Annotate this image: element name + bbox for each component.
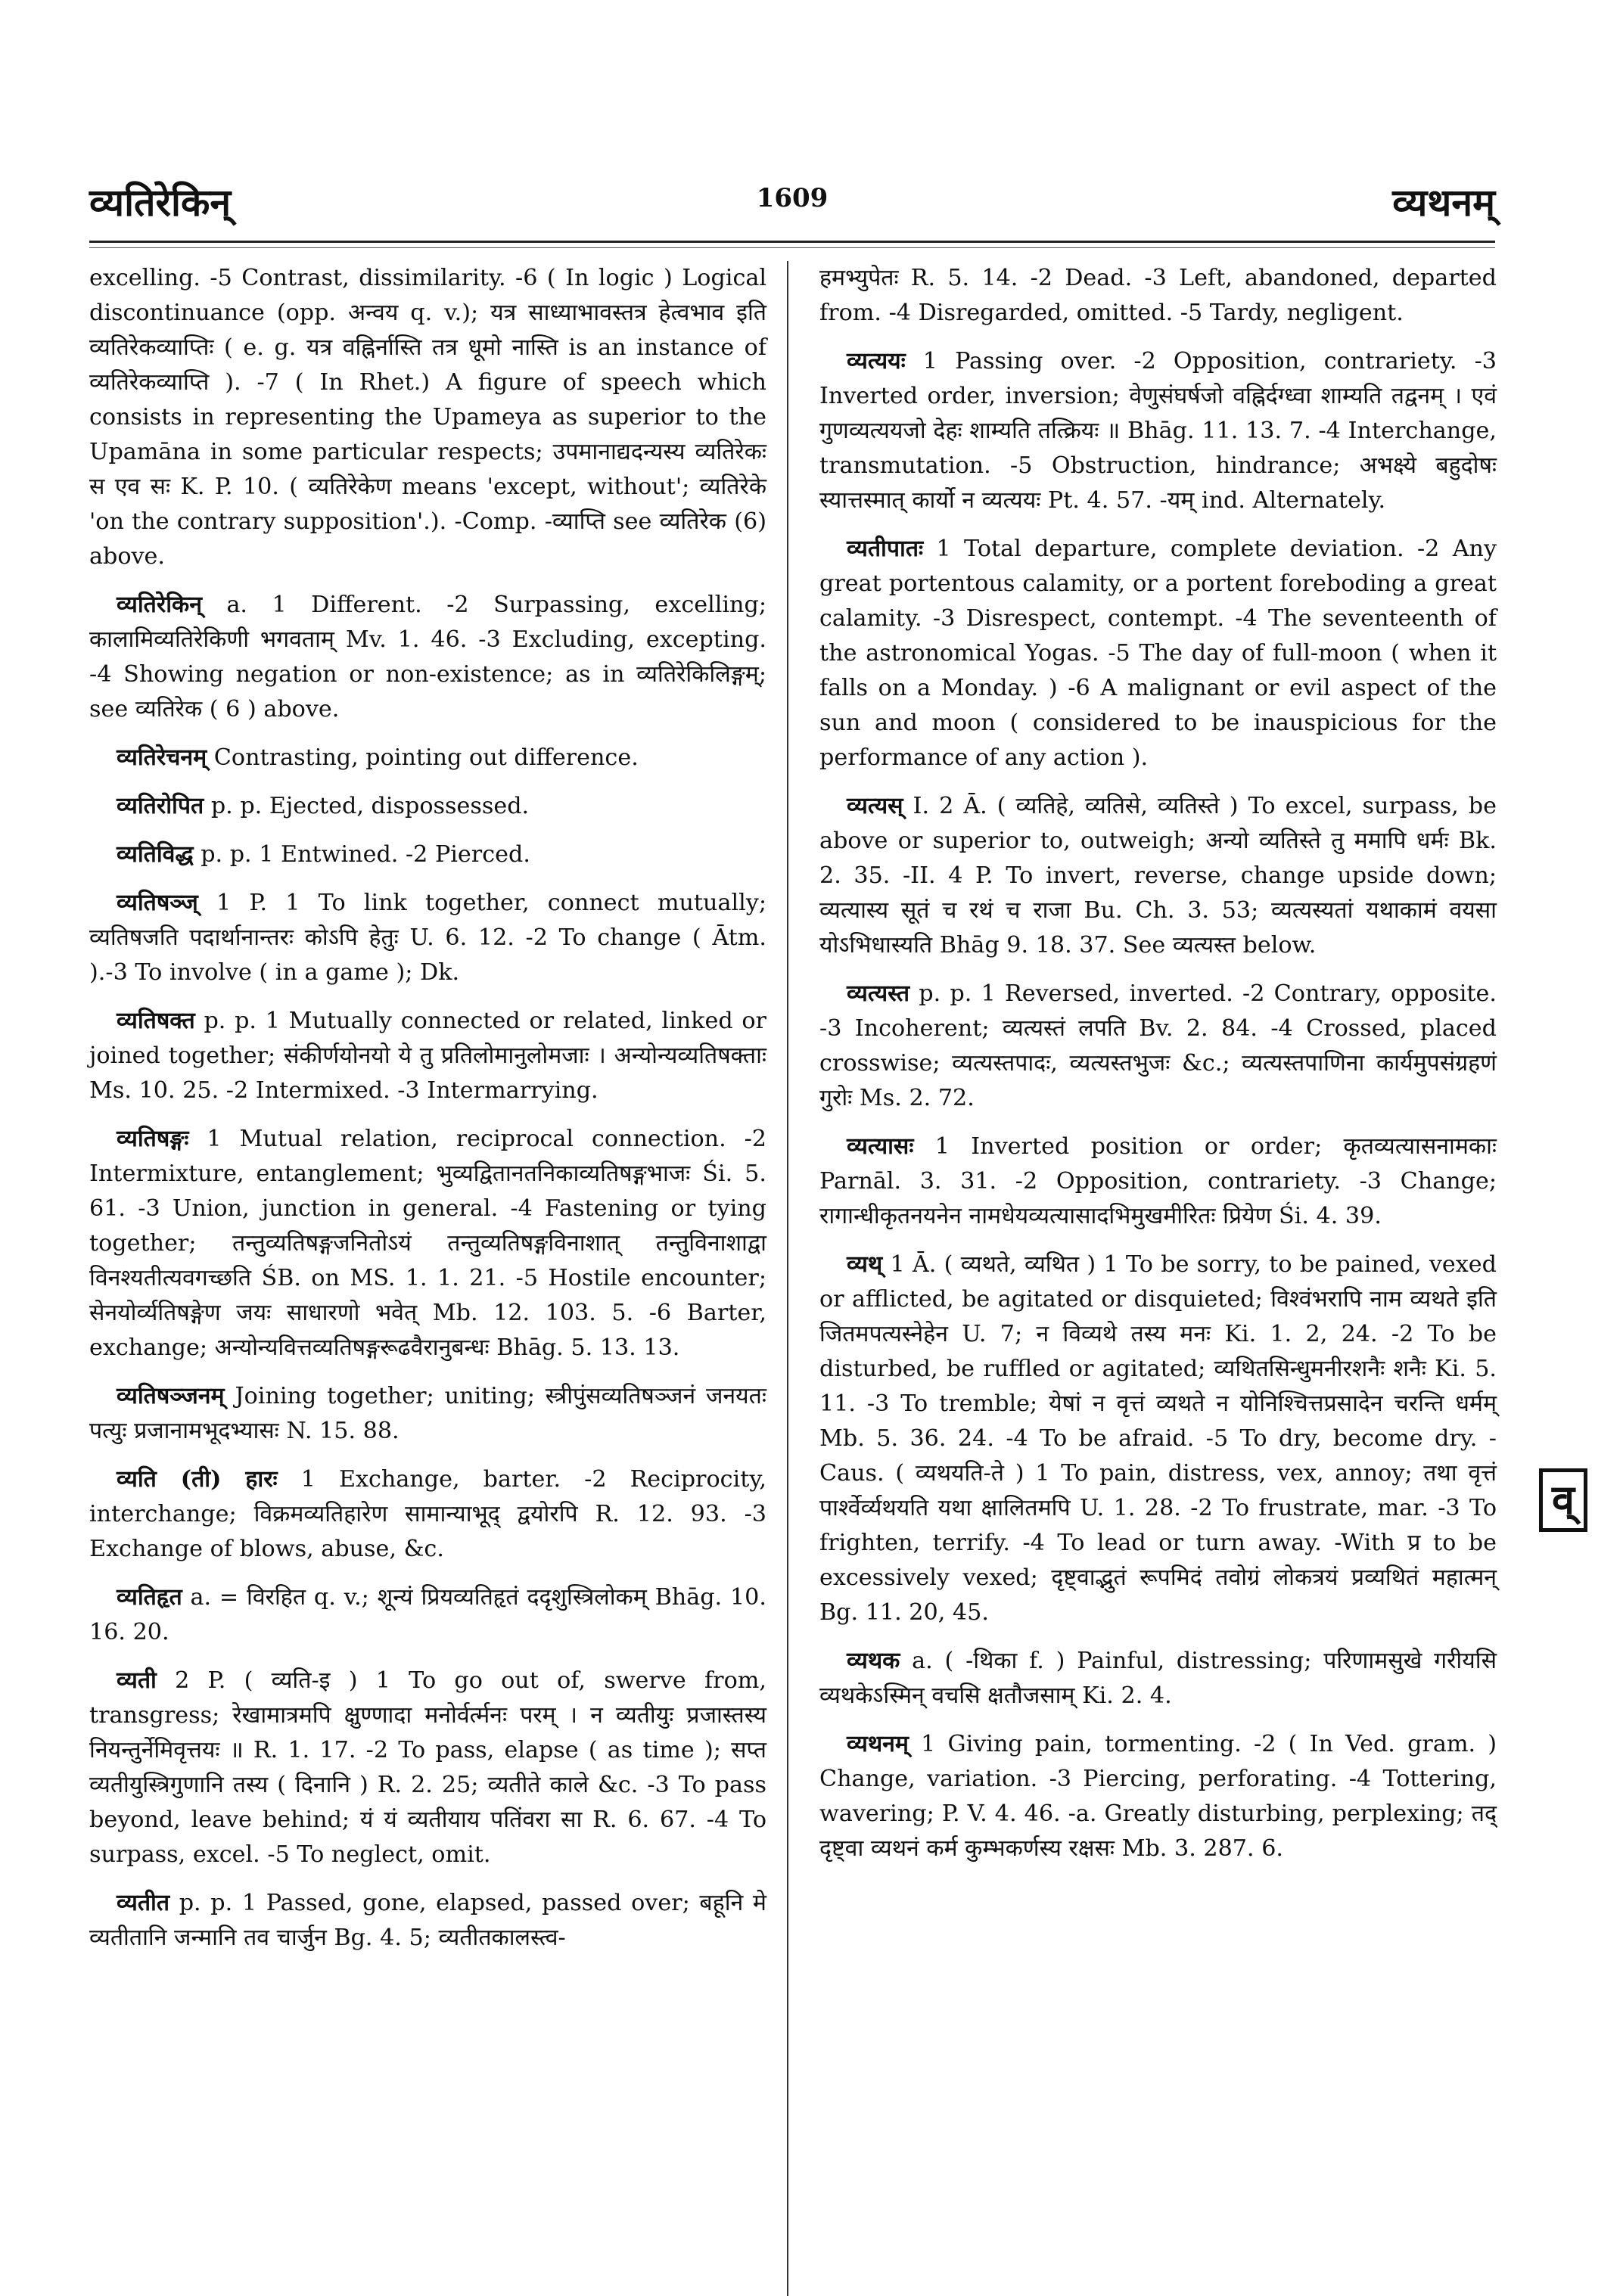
dictionary-entry <box>89 1580 766 1650</box>
entry-headword: व्यतिषञ्जनम् <box>117 1383 225 1409</box>
dictionary-entry <box>819 1129 1497 1234</box>
entry-headword: व्यतीत <box>117 1890 170 1916</box>
dictionary-entry <box>89 261 766 574</box>
entry-definition: a. ( -थिका f. ) Painful, distressing; परिणामसुखे गरीयसि व्यथकेऽस्मिन् वचसि क्षतौजसाम् Ki. 2. 4. <box>819 1648 1497 1709</box>
dictionary-entry <box>89 1886 766 1956</box>
dictionary-entry <box>89 837 766 872</box>
entry-headword: व्यथक <box>847 1648 900 1674</box>
dictionary-entry <box>89 588 766 727</box>
entry-headword: व्यतिविद्ध <box>117 841 194 868</box>
entry-headword: व्यति (ती) हारः <box>117 1466 278 1493</box>
entry-definition: 1 Exchange, barter. -2 Reciprocity, interchange; विक्रमव्यतिहारेण सामान्याभूद् द्वयोरपि R. 12. 93. -3 Exchange of blows, abuse, &c. <box>89 1466 766 1562</box>
entry-definition: 1 P. 1 To link together, connect mutually; व्यतिषजति पदार्थानान्तरः कोऽपि हेतुः U. 6. 12. -2 To change ( Ātm. ).-3 To involve ( in a game ); Dk. <box>89 890 766 986</box>
dictionary-entry <box>89 1462 766 1567</box>
page-number: 1609 <box>756 183 829 213</box>
entry-definition: 1 Inverted position or order; कृतव्यत्यासनामकाः Parnāl. 3. 31. -2 Opposition, contrariety. -3 Change; रागान्धीकृतनयनेन नामधेयव्यत्यासादभिमुखमीरितः प्रियेण Śi. 4. 39. <box>819 1133 1497 1229</box>
dictionary-entry <box>819 261 1497 331</box>
dictionary-entry <box>819 1727 1497 1866</box>
entry-headword: व्यत्यस्त <box>847 980 910 1007</box>
dictionary-entry <box>89 1122 766 1365</box>
dictionary-entry <box>819 1644 1497 1713</box>
entry-definition: 1 Mutual relation, reciprocal connection. -2 Intermixture, entanglement; भुव्यद्वितानतनिकाव्यतिषङ्गभाजः Śi. 5. 61. -3 Union, junction in general. -4 Fastening or tying together; तन्तुव्यतिषङ्गजनितोऽयं तन्तुव्यतिषङ्गविनाशात् तन्तुविनाशाद्वा विनश्यतीत्यवगच्छति ŚB. on MS. 1. 1. 21. -5 Hostile encounter; सेनयोर्व्यतिषङ्गेण जयः साधारणो भवेत् Mb. 12. 103. 5. -6 Barter, exchange; अन्योन्यवित्तव्यतिषङ्गरूढवैरानुबन्धः Bhāg. 5. 13. 13. <box>89 1126 766 1361</box>
entry-definition: 1 Total departure, complete deviation. -2 Any great portentous calamity, or a portent foreboding a great calamity. -3 Disrespect, contempt. -4 The seventeenth of the astronomical Yogas. -5 The day of full-moon ( when it falls on a Monday. ) -6 A malignant or evil aspect of the sun and moon ( considered to be inauspicious for the performance of any action ). <box>819 536 1497 771</box>
entry-definition: Contrasting, pointing out difference. <box>213 744 639 771</box>
entry-headword: व्यतिरेचनम् <box>117 744 207 771</box>
right-running-headword: व्यथनम् <box>1392 180 1495 225</box>
entry-headword: व्यतीपातः <box>847 536 924 562</box>
entry-definition: p. p. Ejected, dispossessed. <box>210 793 530 819</box>
dictionary-entry <box>89 1664 766 1872</box>
dictionary-entry <box>89 1004 766 1108</box>
dictionary-entry <box>89 789 766 824</box>
entry-definition: I. 2 Ā. ( व्यतिहे, व्यतिसे, व्यतिस्ते ) To excel, surpass, be above or superior to, outweigh; अन्यो व्यतिस्ते तु ममापि धर्मः Bk. 2. 35. -II. 4 P. To invert, reverse, change upside down; व्यत्यास्य सूतं च रथं च राजा Bu. Ch. 3. 53; व्यत्यस्यतां यथाकामं वयसा योऽभिधास्यति Bhāg 9. 18. 37. See व्यत्यस्त below. <box>819 793 1497 958</box>
dictionary-entry <box>819 532 1497 775</box>
entry-headword: व्यत्यस् <box>847 793 903 819</box>
right-column <box>819 261 1497 1880</box>
entry-headword: व्यतिहृत <box>117 1584 182 1611</box>
dictionary-entry <box>819 344 1497 518</box>
entry-headword: व्यथ् <box>847 1251 883 1278</box>
dictionary-entry <box>89 741 766 775</box>
entry-headword: व्यतिषञ्ज् <box>117 890 198 916</box>
entry-headword: व्यत्ययः <box>847 348 906 374</box>
entry-definition: excelling. -5 Contrast, dissimilarity. -6 ( In logic ) Logical discontinuance (opp. अन्वय q. v.); यत्र साध्याभावस्तत्र हेत्वभाव इति व्यतिरेकव्याप्तिः ( e. g. यत्र वह्निर्नास्ति तत्र धूमो नास्ति is an instance of व्यतिरेकव्याप्ति ). -7 ( In Rhet.) A figure of speech which consists in representing the Upameya as superior to the Upamāna in some particular respects; उपमानाद्यदन्यस्य व्यतिरेकः स एव सः K. P. 10. ( व्यतिरेकेण means 'except, without'; व्यतिरेके 'on the contrary supposition'.). -Comp. -व्याप्ति see व्यतिरेक (6) above. <box>89 265 766 570</box>
dictionary-entry <box>819 789 1497 963</box>
column-divider <box>787 261 788 2296</box>
entry-definition: p. p. 1 Reversed, inverted. -2 Contrary, opposite. -3 Incoherent; व्यत्यस्तं लपति Bv. 2. 84. -4 Crossed, placed crosswise; व्यत्यस्तपादः, व्यत्यस्तभुजः &c.; व्यत्यस्तपाणिना कार्यमुपसंग्रहणं गुरोः Ms. 2. 72. <box>819 980 1497 1111</box>
dictionary-entry <box>89 886 766 990</box>
entry-headword: व्यतिषङ्गः <box>117 1126 189 1152</box>
dictionary-entry <box>819 1247 1497 1630</box>
entry-headword: व्यतिषक्त <box>117 1008 195 1034</box>
left-column <box>89 261 766 1969</box>
entry-definition: 1 Ā. ( व्यथते, व्यथित ) 1 To be sorry, to be pained, vexed or afflicted, be agitated or disquieted; विश्वंभरापि नाम व्यथते इति जितमपत्यस्नेहेन U. 7; न विव्यथे तस्य मनः Ki. 1. 2, 24. -2 To be disturbed, be ruffled or agitated; व्यथितसिन्धुमनीरशनैः शनैः Ki. 5. 11. -3 To tremble; येषां न वृत्तं व्यथते न योनिश्चित्तप्रसादेन चरन्ति धर्मम् Mb. 5. 36. 24. -4 To be afraid. -5 To dry, become dry. -Caus. ( व्यथयति-ते ) 1 To pain, distress, vex, annoy; तथा वृत्तं पार्श्वेर्व्यथयति यथा क्षालितमपि U. 1. 28. -2 To frustrate, mar. -3 To frighten, terrify. -4 To lead or turn away. -With प्र to be excessively vexed; दृष्ट्वाद्भुतं रूपमिदं तवोग्रं लोकत्रयं प्रव्यथितं महात्मन् Bg. 11. 20, 45. <box>819 1251 1497 1626</box>
header-rule <box>89 241 1495 248</box>
dictionary-entry <box>819 977 1497 1116</box>
entry-definition: p. p. 1 Entwined. -2 Pierced. <box>201 841 530 868</box>
entry-definition: a. 1 Different. -2 Surpassing, excelling; कालामिव्यतिरेकिणी भगवताम् Mv. 1. 46. -3 Excluding, excepting. -4 Showing negation or non-existence; as in व्यतिरेकिलिङ्गम्; see व्यतिरेक ( 6 ) above. <box>89 592 766 722</box>
left-running-headword: व्यतिरेकिन् <box>89 180 232 225</box>
dictionary-entry <box>89 1379 766 1449</box>
entry-headword: व्यत्यासः <box>847 1133 914 1160</box>
entry-headword: व्यतिरोपित <box>117 793 204 819</box>
entry-definition: हमभ्युपेतः R. 5. 14. -2 Dead. -3 Left, abandoned, departed from. -4 Disregarded, omitted. -5 Tardy, negligent. <box>819 265 1497 326</box>
entry-definition: 1 Giving pain, tormenting. -2 ( In Ved. gram. ) Change, variation. -3 Piercing, perforating. -4 Tottering, wavering; P. V. 4. 46. -a. Greatly disturbing, perplexing; तद् दृष्ट्वा व्यथनं कर्म कुम्भकर्णस्य रक्षसः Mb. 3. 287. 6. <box>819 1731 1497 1862</box>
entry-definition: 2 P. ( व्यति-इ ) 1 To go out of, swerve from, transgress; रेखामात्रमपि क्षुण्णादा मनोर्वर्त्मनः परम् । न व्यतीयुः प्रजास्तस्य नियन्तुर्नेमिवृत्तयः ॥ R. 1. 17. -2 To pass, elapse ( as time ); सप्त व्यतीयुस्त्रिगुणानि तस्य ( दिनानि ) R. 2. 25; व्यतीते काले &c. -3 To pass beyond, leave behind; यं यं व्यतीयाय पतिंवरा सा R. 6. 67. -4 To surpass, excel. -5 To neglect, omit. <box>89 1667 766 1868</box>
entry-headword: व्यतिरेकिन् <box>117 592 202 618</box>
entry-definition: p. p. 1 Passed, gone, elapsed, passed over; बहूनि मे व्यतीतानि जन्मानि तव चार्जुन Bg. 4. 5; व्यतीतकालस्त्व- <box>89 1890 766 1951</box>
page-header <box>89 176 1495 236</box>
entry-definition: 1 Passing over. -2 Opposition, contrariety. -3 Inverted order, inversion; वेणुसंघर्षजो वह्निर्दग्ध्वा शाम्यति तद्वनम् । एवं गुणव्यत्ययजो देहः शाम्यति तत्क्रियः ॥ Bhāg. 11. 13. 7. -4 Interchange, transmutation. -5 Obstruction, hindrance; अभक्ष्ये बहुदोषः स्यात्तस्मात् कार्यो न व्यत्ययः Pt. 4. 57. -यम् ind. Alternately. <box>819 348 1497 514</box>
entry-headword: व्यती <box>117 1667 157 1694</box>
thumb-index-tab: व् <box>1539 1468 1587 1532</box>
entry-definition: a. = विरहित q. v.; शून्यं प्रियव्यतिहृतं ददृशुस्त्रिलोकम् Bhāg. 10. 16. 20. <box>89 1584 766 1645</box>
entry-definition: Joining together; uniting; स्त्रीपुंसव्यतिषञ्जनं जनयतः पत्युः प्रजानामभूदभ्यासः N. 15. 88. <box>89 1383 766 1444</box>
entry-definition: p. p. 1 Mutually connected or related, linked or joined together; संकीर्णयोनयो ये तु प्रतिलोमानुलोमजाः । अन्योन्यव्यतिषक्ताः Ms. 10. 25. -2 Intermixed. -3 Intermarrying. <box>89 1008 766 1104</box>
entry-headword: व्यथनम् <box>847 1731 909 1757</box>
